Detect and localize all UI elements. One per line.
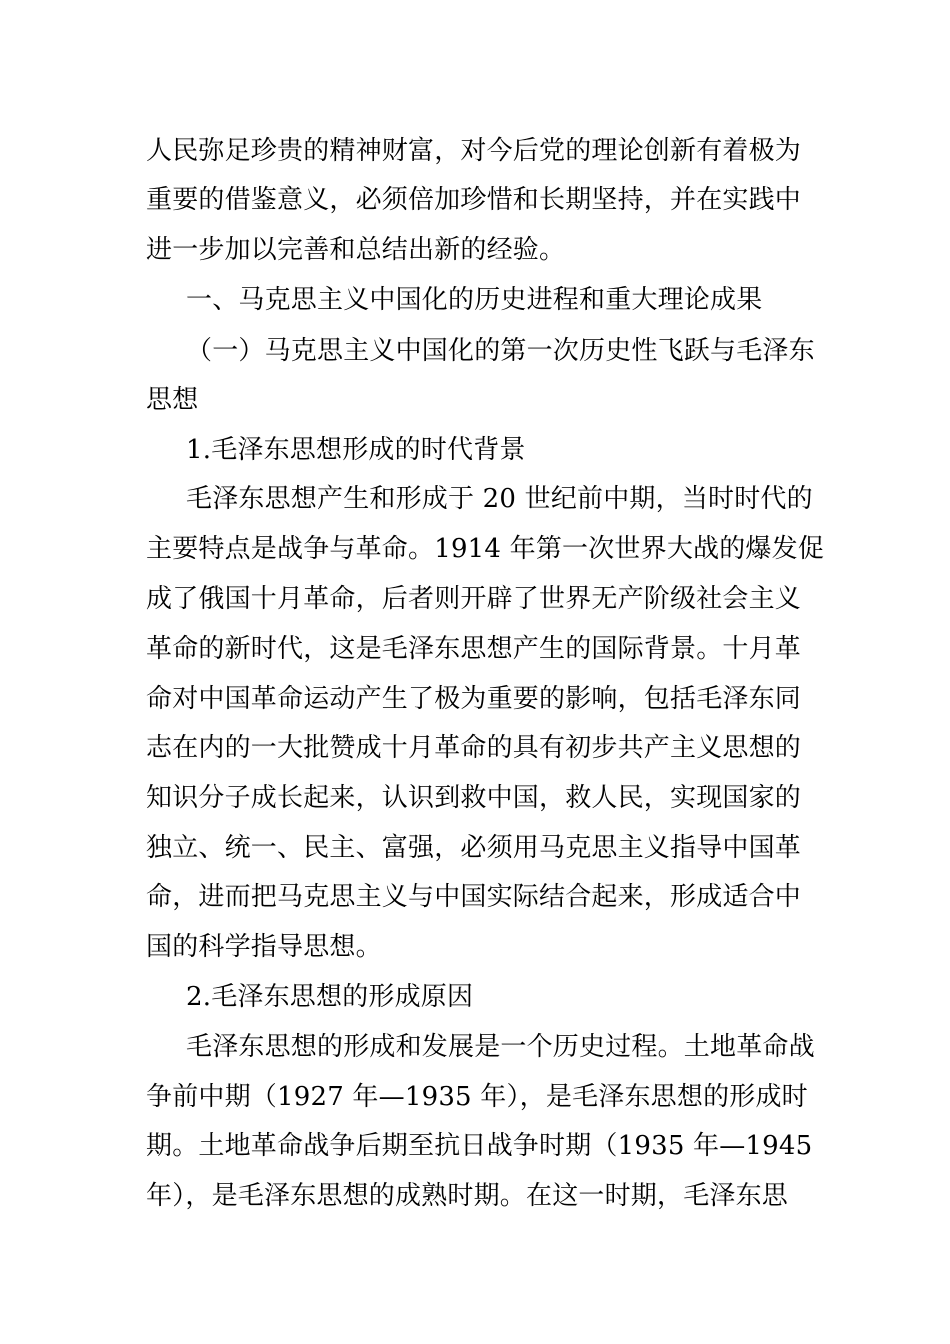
paragraph-line: 命对中国革命运动产生了极为重要的影响，包括毛泽东同 [146, 684, 802, 714]
paragraph-line: 期。土地革命战争后期至抗日战争时期（1935 年—1945 [146, 1131, 813, 1161]
item-heading: 2.毛泽东思想的形成原因 [186, 982, 474, 1012]
section-heading: 一、马克思主义中国化的历史进程和重大理论成果 [186, 285, 763, 315]
paragraph-line: 主要特点是战争与革命。1914 年第一次世界大战的爆发促 [146, 534, 825, 564]
subsection-heading: （一）马克思主义中国化的第一次历史性飞跃与毛泽东 [186, 336, 815, 366]
paragraph-line: 重要的借鉴意义，必须倍加珍惜和长期坚持，并在实践中 [146, 185, 802, 215]
paragraph-line: 革命的新时代，这是毛泽东思想产生的国际背景。十月革 [146, 634, 802, 664]
subsection-heading-continued: 思想 [146, 385, 199, 415]
paragraph-line: 年），是毛泽东思想的成熟时期。在这一时期，毛泽东思 [146, 1181, 789, 1211]
paragraph-line: 国的科学指导思想。 [146, 932, 382, 962]
paragraph-line: 争前中期（1927 年—1935 年），是毛泽东思想的形成时 [146, 1082, 808, 1112]
paragraph-line: 知识分子成长起来，认识到救中国，救人民，实现国家的 [146, 783, 802, 813]
paragraph-line: 人民弥足珍贵的精神财富，对今后党的理论创新有着极为 [146, 136, 802, 166]
paragraph-line: 毛泽东思想产生和形成于 20 世纪前中期，当时时代的 [186, 484, 813, 514]
paragraph-line: 命，进而把马克思主义与中国实际结合起来，形成适合中 [146, 882, 802, 912]
paragraph-line: 独立、统一、民主、富强，必须用马克思主义指导中国革 [146, 833, 802, 863]
paragraph-line: 毛泽东思想的形成和发展是一个历史过程。土地革命战 [186, 1032, 815, 1062]
paragraph-line: 志在内的一大批赞成十月革命的具有初步共产主义思想的 [146, 733, 802, 763]
paragraph-line: 成了俄国十月革命，后者则开辟了世界无产阶级社会主义 [146, 584, 802, 614]
paragraph-line: 进一步加以完善和总结出新的经验。 [146, 235, 566, 265]
item-heading: 1.毛泽东思想形成的时代背景 [186, 435, 526, 465]
